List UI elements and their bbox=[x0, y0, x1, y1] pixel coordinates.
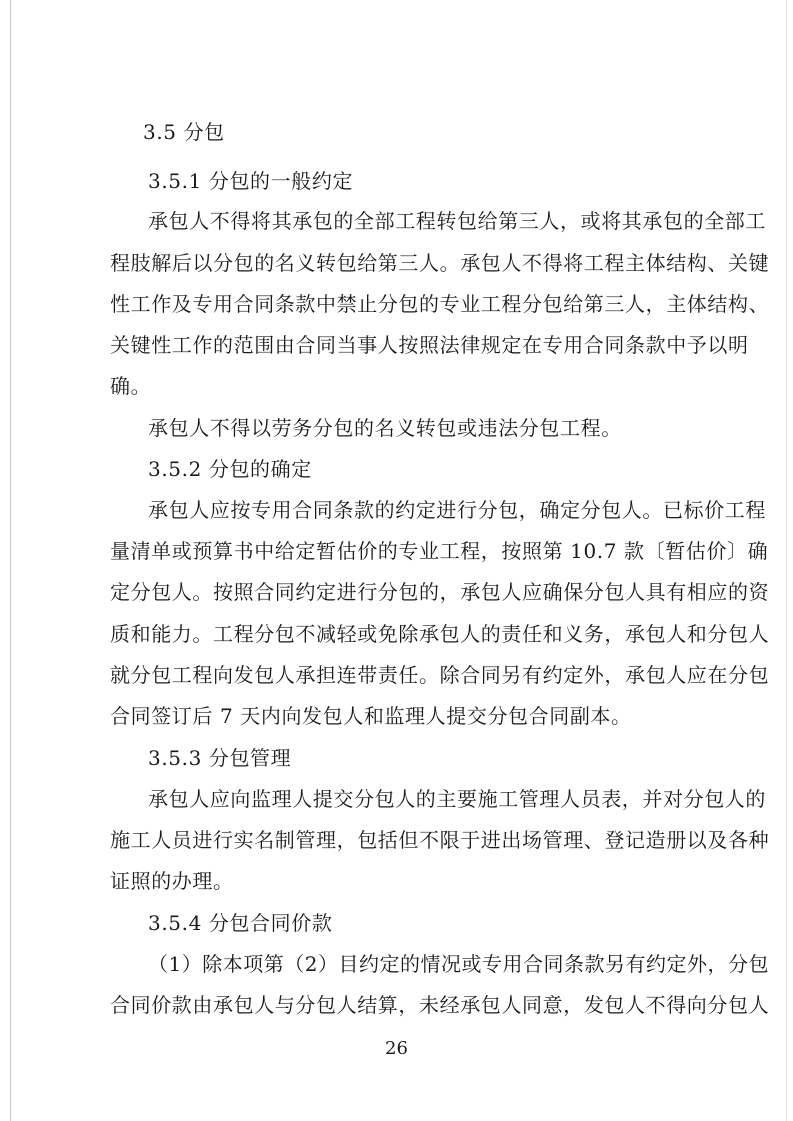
scan-right-edge bbox=[786, 0, 787, 1121]
paragraph-line: 承包人不得将其承包的全部工程转包给第三人，或将其承包的全部工 bbox=[148, 209, 766, 233]
paragraph-line: 程肢解后以分包的名义转包给第三人。承包人不得将工程主体结构、关键 bbox=[110, 251, 770, 275]
subsection-heading-3-5-4: 3.5.4 分包合同价款 bbox=[148, 911, 333, 935]
paragraph-line: 承包人应向监理人提交分包人的主要施工管理人员表，并对分包人的 bbox=[148, 787, 766, 811]
paragraph-line: 证照的办理。 bbox=[110, 869, 234, 893]
subsection-heading-3-5-2: 3.5.2 分包的确定 bbox=[148, 457, 312, 481]
section-heading: 3.5 分包 bbox=[143, 120, 225, 144]
paragraph-line: 性工作及专用合同条款中禁止分包的专业工程分包给第三人，主体结构、 bbox=[110, 292, 770, 316]
page-number: 26 bbox=[385, 1038, 408, 1059]
paragraph-line: 确。 bbox=[110, 374, 152, 398]
paragraph-line: （1）除本项第（2）目约定的情况或专用合同条款另有约定外，分包 bbox=[148, 952, 769, 976]
paragraph-line: 承包人应按专用合同条款的约定进行分包，确定分包人。已标价工程 bbox=[148, 498, 766, 522]
paragraph-line: 承包人不得以劳务分包的名义转包或违法分包工程。 bbox=[148, 416, 622, 440]
paragraph-line: 量清单或预算书中给定暂估价的专业工程，按照第 10.7 款〔暂估价〕确 bbox=[110, 539, 769, 563]
paragraph-line: 施工人员进行实名制管理，包括但不限于进出场管理、登记造册以及各种 bbox=[110, 828, 770, 852]
paragraph-line: 合同签订后 7 天内向发包人和监理人提交分包合同副本。 bbox=[110, 704, 632, 728]
paragraph-line: 就分包工程向发包人承担连带责任。除合同另有约定外，承包人应在分包 bbox=[110, 663, 770, 687]
paragraph-line: 定分包人。按照合同约定进行分包的，承包人应确保分包人具有相应的资 bbox=[110, 580, 770, 604]
subsection-heading-3-5-3: 3.5.3 分包管理 bbox=[148, 746, 292, 770]
paragraph-line: 质和能力。工程分包不减轻或免除承包人的责任和义务，承包人和分包人 bbox=[110, 622, 770, 646]
paragraph-line: 关键性工作的范围由合同当事人按照法律规定在专用合同条款中予以明 bbox=[110, 333, 749, 357]
subsection-heading-3-5-1: 3.5.1 分包的一般约定 bbox=[148, 169, 354, 193]
paragraph-line: 合同价款由承包人与分包人结算，未经承包人同意，发包人不得向分包人 bbox=[110, 993, 770, 1017]
scan-left-edge bbox=[10, 0, 11, 1121]
